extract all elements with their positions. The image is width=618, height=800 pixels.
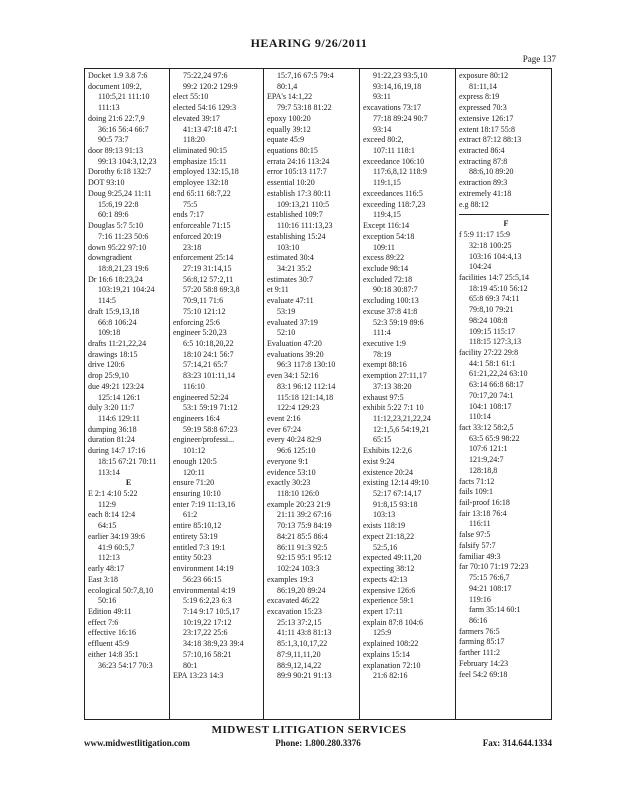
index-entry: excluded 72:18 xyxy=(363,274,413,284)
index-entry: expected 49:11,20 xyxy=(363,553,422,563)
index-entry: 101:12 xyxy=(183,446,206,456)
index-entry: 109:15 115:17 xyxy=(469,326,516,336)
index-entry: during 14:7 17:16 xyxy=(88,446,146,456)
index-entry: 7:14 9:17 10:5,17 xyxy=(183,606,240,616)
index-entry: 118:20 xyxy=(183,135,205,145)
index-entry: farther 111:2 xyxy=(459,648,500,658)
index-entry: 109:18 xyxy=(98,328,121,338)
index-entry: 120:11 xyxy=(183,467,205,477)
index-entry: extracted 86:4 xyxy=(459,146,505,156)
index-entry: 56:8,12 57:2,11 xyxy=(183,274,234,284)
index-entry: entitled 7:3 19:1 xyxy=(173,542,226,552)
index-entry: 57:20 58:8 69:3,8 xyxy=(183,285,240,295)
index-entry: 75:22,24 97:6 xyxy=(183,71,228,80)
index-entry: end 65:11 68:7,22 xyxy=(173,188,231,198)
index-entry: Douglas 5:7 5:10 xyxy=(88,221,144,231)
index-entry: established 109:7 xyxy=(267,210,323,220)
index-entry: door 89:13 91:13 xyxy=(88,146,144,156)
footer-company: MIDWEST LITIGATION SERVICES xyxy=(211,724,407,736)
index-entry: 65:15 xyxy=(373,435,392,445)
footer-website: www.midwestlitigation.com xyxy=(84,738,190,748)
index-entry: 36:16 56:4 66:7 xyxy=(98,124,149,134)
section-divider xyxy=(459,210,549,215)
letter-heading: E xyxy=(125,478,132,488)
index-entry: 10:19,22 17:12 xyxy=(183,617,232,627)
index-entry: 61:2 xyxy=(183,510,198,520)
index-entry: false 97:5 xyxy=(459,530,491,540)
index-entry: 70:13 75:9 84:19 xyxy=(277,521,332,531)
index-entry: 90:5 73:7 xyxy=(98,135,129,145)
index-entry: 117:6,8,12 118:9 xyxy=(373,167,427,177)
index-entry: even 34:1 52:16 xyxy=(267,371,319,381)
index-entry: exclude 98:14 xyxy=(363,263,409,273)
index-entry: expensive 126:6 xyxy=(363,585,416,595)
index-entry: fact 33:12 58:2,5 xyxy=(459,423,514,432)
index-entry: 93:14,16,19,18 xyxy=(373,81,422,91)
index-entry: equally 39:12 xyxy=(267,124,311,134)
index-entry: 80:1,4 xyxy=(277,81,298,91)
index-entry: environmental 4:19 xyxy=(173,585,236,595)
index-entry: drafts 11:21,22,24 xyxy=(88,338,147,348)
index-entry: elected 54:16 129:3 xyxy=(173,103,237,113)
index-entry: farm 35:14 60:1 xyxy=(469,605,521,615)
index-entry: every 40:24 82:9 xyxy=(267,435,322,445)
index-entry: exceedance 106:10 xyxy=(363,156,425,166)
index-entry: f 5:9 11:17 15:9 xyxy=(459,230,511,240)
index-entry: 25:13 37:2,15 xyxy=(277,617,322,627)
index-entry: 66:8 106:24 xyxy=(98,317,137,327)
index-entry: 96:6 125:10 xyxy=(277,446,316,456)
index-entry: 128:18,8 xyxy=(469,465,498,475)
index-entry: downgradient xyxy=(88,253,132,263)
index-entry: 109:11 xyxy=(373,242,395,252)
index-entry: exhaust 97:5 xyxy=(363,392,404,402)
index-entry: errata 24:16 113:24 xyxy=(267,156,330,166)
index-entry: 89:9 90:21 91:13 xyxy=(277,671,332,681)
index-entry: earlier 34:19 39:6 xyxy=(88,531,145,541)
index-entry: EPA 13:23 14:3 xyxy=(173,671,224,681)
index-entry: drawings 18:15 xyxy=(88,349,138,359)
index-entry: Doug 9:25,24 11:11 xyxy=(88,188,152,198)
index-entry: 53:1 59:19 71:12 xyxy=(183,403,238,413)
index-entry: environment 14:19 xyxy=(173,564,234,574)
index-entry: ecological 50:7,8,10 xyxy=(88,585,154,595)
index-entry: enforceable 71:15 xyxy=(173,221,231,231)
index-entry: familiar 49:3 xyxy=(459,551,501,561)
index-entry: engineers 16:4 xyxy=(173,414,220,423)
index-entry: excavation 15:23 xyxy=(267,606,322,616)
index-entry: 99:13 104:3,12,23 xyxy=(98,156,157,166)
index-entry: experience 59:1 xyxy=(363,596,414,606)
index-entry: expert 17:11 xyxy=(363,606,403,616)
index-entry: 94:21 108:17 xyxy=(469,583,512,593)
index-entry: 107:11 118:1 xyxy=(373,146,415,156)
index-entry: evaluated 37:19 xyxy=(267,317,318,327)
index-entry: estimated 30:4 xyxy=(267,253,314,263)
index-entry: 78:19 xyxy=(373,349,392,359)
index-entry: 75:15 76:6,7 xyxy=(469,573,510,583)
index-entry: express 8:19 xyxy=(459,92,500,102)
index-entry: extensive 126:17 xyxy=(459,113,514,123)
index-entry: exception 54:18 xyxy=(363,231,415,241)
index-entry: excess 89:22 xyxy=(363,253,405,263)
index-entry: 88:6,10 89:20 xyxy=(469,167,514,177)
index-entry: 93:14 xyxy=(373,124,392,134)
index-entry: equations 80:15 xyxy=(267,146,318,156)
index-entry: 21:6 82:16 xyxy=(373,671,408,681)
index-entry: evidence 53:10 xyxy=(267,467,316,477)
index-entry: 44:1 58:1 61:1 xyxy=(469,358,516,368)
index-entry: 60:1 89:6 xyxy=(98,210,129,220)
index-entry: 98:24 108:8 xyxy=(469,315,508,325)
index-entry: 50:16 xyxy=(98,596,117,606)
index-entry: doing 21:6 22:7,9 xyxy=(88,113,145,123)
index-entry: 125:14 126:1 xyxy=(98,392,141,402)
footer-phone: Phone: 1.800.280.3376 xyxy=(275,738,361,748)
index-entry: executive 1:9 xyxy=(363,338,406,348)
index-entry: Docket 1.9 3.8 7:6 xyxy=(88,71,148,80)
index-entry: 23:17,22 25:6 xyxy=(183,628,228,638)
index-entry: 112:13 xyxy=(98,553,120,563)
index-entry: farming 85:17 xyxy=(459,637,505,647)
index-entry: entity 50:23 xyxy=(173,553,212,563)
index-entry: 7:16 11:23 50:6 xyxy=(98,231,149,241)
index-entry: 52:17 67:14,17 xyxy=(373,489,422,499)
index-entry: exempt 88:16 xyxy=(363,360,407,370)
index-entry: 103:13 xyxy=(373,510,396,520)
index-entry: 87:9,11,11,20 xyxy=(277,649,321,659)
index-entry: 75:5 xyxy=(183,199,198,209)
index-entry: 114:5 xyxy=(98,296,116,306)
index-entry: 41:9 60:5,7 xyxy=(98,542,135,552)
index-entry: duration 81:24 xyxy=(88,435,135,445)
index-entry: establish 17:3 80:11 xyxy=(267,188,332,198)
index-entry: expects 42:13 xyxy=(363,574,408,584)
index-entry: 114:6 129:11 xyxy=(98,414,140,423)
index-entry: 64:15 xyxy=(98,521,117,531)
index-entry: dumping 36:18 xyxy=(88,424,137,434)
index-entry: enough 120:5 xyxy=(173,456,217,466)
index-entry: 111:13 xyxy=(98,103,120,113)
index-entry: 107:6 121:1 xyxy=(469,444,508,454)
index-entry: 119:16 xyxy=(469,594,491,604)
index-entry: either 14:8 35:1 xyxy=(88,649,139,659)
index-entry: examples 19:3 xyxy=(267,574,314,584)
index-entry: elevated 39:17 xyxy=(173,113,220,123)
index-entry: 91:22,23 93:5,10 xyxy=(373,71,428,80)
index-entry: down 95:22 97:10 xyxy=(88,242,147,252)
index-entry: drop 25:9,10 xyxy=(88,371,129,381)
index-entry: exists 118:19 xyxy=(363,521,406,531)
index-entry: establishing 15:24 xyxy=(267,231,326,241)
index-entry: explains 15:14 xyxy=(363,649,410,659)
index-entry: 52:3 59:19 89:6 xyxy=(373,317,424,327)
index-entry: exposure 80:12 xyxy=(459,71,509,80)
hearing-title: HEARING 9/26/2011 xyxy=(250,36,368,50)
index-entry: 118:15 127:3,13 xyxy=(469,337,522,347)
index-entry: effect 7:6 xyxy=(88,617,119,627)
index-entry: existing 12:14 49:10 xyxy=(363,478,429,488)
index-entry: 125:9 xyxy=(373,628,392,638)
index-entry: Evaluation 47:20 xyxy=(267,338,322,348)
index-entry: entire 85:10,12 xyxy=(173,521,222,531)
index-entry: exceedances 116:5 xyxy=(363,188,423,198)
index-entry: 104:24 xyxy=(469,262,492,272)
index-entry: explained 108:22 xyxy=(363,639,419,649)
index-entry: equate 45:9 xyxy=(267,135,305,145)
index-entry: 80:1 xyxy=(183,660,198,670)
index-entry: Exhibits 12:2,6 xyxy=(363,446,412,456)
index-entry: draft 15:9,13,18 xyxy=(88,306,140,316)
index-entry: evaluate 47:11 xyxy=(267,296,314,306)
index-entry: 12:1,5,6 54:19,21 xyxy=(373,424,430,434)
index-entry: 56:23 66:15 xyxy=(183,574,222,584)
index-entry: 18:15 67:21 70:11 xyxy=(98,456,157,466)
letter-heading: F xyxy=(503,219,509,229)
index-entry: extremely 41:18 xyxy=(459,188,512,198)
index-entry: 103:19,21 104:24 xyxy=(98,285,155,295)
index-entry: 90:18 30:87:7 xyxy=(373,285,418,295)
index-entry: 121:9,24:7 xyxy=(469,455,504,465)
index-entry: 18:10 24:1 56:7 xyxy=(183,349,234,359)
index-entry: fails 109:1 xyxy=(459,487,493,497)
index-entry: 118:10 126:0 xyxy=(277,489,320,499)
index-entry: E 2:1 4:10 5:22 xyxy=(88,489,138,499)
index-entry: 115:18 121:14,18 xyxy=(277,392,334,402)
index-entry: 37:13 38:20 xyxy=(373,381,412,391)
index-entry: February 14:23 xyxy=(459,658,509,668)
index-entry: entirety 53:19 xyxy=(173,531,218,541)
index-entry: 63:5 65:9 98:22 xyxy=(469,433,520,443)
index-entry: expressed 70:3 xyxy=(459,103,507,113)
index-entry: 32:18 100:25 xyxy=(469,240,512,250)
index-entry: 86:16 xyxy=(469,615,488,625)
index-entry: exist 9:24 xyxy=(363,456,395,466)
index-entry: et 9:11 xyxy=(267,285,289,295)
index-entry: engineer 5:20,23 xyxy=(173,328,227,338)
index-entry: 15:6,19 22:8 xyxy=(98,199,139,209)
index-entry: explain 87:8 104:6 xyxy=(363,617,423,627)
index-entry: existence 20:24 xyxy=(363,467,413,477)
index-column-5 xyxy=(455,69,553,719)
index-entry: facility 27:22 29:8 xyxy=(459,347,519,357)
index-entry: East 3:18 xyxy=(88,574,118,584)
index-entry: 53:19 xyxy=(277,306,296,316)
index-entry: each 8:14 12:4 xyxy=(88,510,136,520)
index-entry: far 70:10 71:19 72:23 xyxy=(459,562,529,572)
index-column-4 xyxy=(359,69,455,719)
index-entry: Except 116:14 xyxy=(363,221,410,231)
index-entry: exceed 80:2, xyxy=(363,135,404,145)
index-entry: 110:14 xyxy=(469,412,491,422)
index-entry: expecting 38:12 xyxy=(363,564,415,574)
index-entry: facts 71:12 xyxy=(459,476,495,486)
index-entry: ends 7:17 xyxy=(173,210,204,220)
index-entry: 112:9 xyxy=(98,499,116,509)
index-entry: excavated 46:22 xyxy=(267,596,320,606)
index-entry: enter 7:19 11:13,16 xyxy=(173,499,236,509)
index-entry: eliminated 90:15 xyxy=(173,146,227,156)
index-entry: enforcement 25:14 xyxy=(173,253,234,263)
index-entry: due 49:21 123:24 xyxy=(88,381,144,391)
index-entry: early 48:17 xyxy=(88,564,125,574)
index-entry: excavations 73:17 xyxy=(363,103,421,113)
index-entry: 65:8 69:3 74:11 xyxy=(469,294,520,304)
index-entry: extent 18:17 55:8 xyxy=(459,124,515,134)
index-entry: enforcing 25:6 xyxy=(173,317,220,327)
index-entry: ever 67:24 xyxy=(267,424,301,434)
index-entry: extract 87:12 88:13 xyxy=(459,135,522,145)
index-entry: fail-proof 16:18 xyxy=(459,498,510,508)
index-entry: facilities 14:7 25:5,14 xyxy=(459,272,529,282)
index-entry: effective 16:16 xyxy=(88,628,137,638)
index-entry: 103:16 104:4,13 xyxy=(469,251,522,261)
index-entry: Dorothy 6:18 132:7 xyxy=(88,167,152,177)
index-entry: employee 132:18 xyxy=(173,178,229,188)
index-entry: Dr 16:6 18:23,24 xyxy=(88,274,143,284)
index-entry: 122:4 129:23 xyxy=(277,403,320,413)
index-entry: 109:13,21 110:5 xyxy=(277,199,330,209)
index-entry: fair 13:18 76:4 xyxy=(459,508,507,518)
index-entry: 103:10 xyxy=(277,242,300,252)
index-entry: 113:14 xyxy=(98,467,120,477)
index-entry: 104:1 108:17 xyxy=(469,401,512,411)
index-entry: 59:19 58:8 67:23 xyxy=(183,424,238,434)
index-entry: effluent 45:9 xyxy=(88,639,129,649)
index-entry: estimates 30:7 xyxy=(267,274,313,284)
index-entry: 116:11 xyxy=(469,519,491,529)
index-entry: 111:4 xyxy=(373,328,391,338)
index-entry: essential 10:20 xyxy=(267,178,315,188)
index-entry: 119:1,15 xyxy=(373,178,401,188)
index-entry: extracting 87:8 xyxy=(459,156,508,166)
index-entry: 36:23 54:17 70:3 xyxy=(98,660,153,670)
index-entry: exceeding 118:7,23 xyxy=(363,199,426,209)
index-entry: ensuring 10:10 xyxy=(173,489,221,499)
index-entry: 110:16 111:13,23 xyxy=(277,221,333,231)
page-number: Page 137 xyxy=(522,54,556,64)
index-entry: 52:10 xyxy=(277,328,296,338)
index-entry: 93:11 xyxy=(373,92,391,102)
index-entry: 18:8,21,23 19:6 xyxy=(98,263,149,273)
index-entry: 79:8,10 79:21 xyxy=(469,305,514,315)
index-entry: 79:7 53:18 81:22 xyxy=(277,103,332,113)
index-entry: event 2:16 xyxy=(267,414,301,423)
index-entry: 57:14,21 65:7 xyxy=(183,360,228,370)
index-entry: 116:10 xyxy=(183,381,205,391)
index-entry: 86:19,20 89:24 xyxy=(277,585,326,595)
index-entry: 92:15 95:1 95:12 xyxy=(277,553,332,563)
index-entry: evaluations 39:20 xyxy=(267,349,324,359)
index-entry: 83:1 96:12 112:14 xyxy=(277,381,336,391)
index-entry: 96:3 117:8 130:10 xyxy=(277,360,336,370)
index-entry: e.g 88:12 xyxy=(459,199,489,209)
index-entry: 119:4,15 xyxy=(373,210,401,220)
index-entry: 23:18 xyxy=(183,242,202,252)
index-entry: explanation 72:10 xyxy=(363,660,421,670)
index-entry: falsify 57:7 xyxy=(459,540,496,550)
index-entry: excuse 37:8 41:8 xyxy=(363,306,418,316)
index-entry: DOT 93:10 xyxy=(88,178,125,188)
index-entry: exhibit 5:22 7:1 10 xyxy=(363,403,424,413)
index-entry: expect 21:18,22 xyxy=(363,531,415,541)
index-entry: EPA's 14:1,22 xyxy=(267,92,313,102)
index-column-1 xyxy=(85,69,169,719)
index-entry: document 109:2, xyxy=(88,81,142,91)
index-column-3 xyxy=(263,69,359,719)
index-entry: 110:5,21 111:10 xyxy=(98,92,150,102)
index-entry: emphasize 15:11 xyxy=(173,156,227,166)
footer-fax: Fax: 314.644.1334 xyxy=(482,738,552,748)
index-entry: 52:5,16 xyxy=(373,542,398,552)
index-entry: drive 120:6 xyxy=(88,360,125,370)
index-entry: 70:9,11 71:6 xyxy=(183,296,224,306)
index-entry: 34:21 35:2 xyxy=(277,263,312,273)
index-column-2 xyxy=(169,69,263,719)
index-entry: 86:11 91:3 92:5 xyxy=(277,542,328,552)
index-entry: ensure 71:20 xyxy=(173,478,215,488)
index-entry: 18:19 45:10 56:12 xyxy=(469,283,528,293)
index-entry: 83:23 101:11,14 xyxy=(183,371,236,381)
index-entry: excluding 100:13 xyxy=(363,296,419,306)
index-entry: engineer/professi... xyxy=(173,435,235,445)
index-entry: enforced 20:19 xyxy=(173,231,222,241)
index-entry: 81:11,14 xyxy=(469,81,497,91)
index-entry: 41:13 47:18 47:1 xyxy=(183,124,238,134)
index-entry: engineered 52:24 xyxy=(173,392,229,402)
index-entry: feel 54:2 69:18 xyxy=(459,669,508,679)
index-entry: 34:18 38:9,23 39:4 xyxy=(183,639,244,649)
index-entry: 41:11 43:8 81:13 xyxy=(277,628,332,638)
index-entry: 6:5 10:18,20,22 xyxy=(183,338,234,348)
index-entry: extraction 89:3 xyxy=(459,178,508,188)
index-entry: 99:2 120:2 129:9 xyxy=(183,81,238,91)
index-entry: 15:7,16 67:5 79:4 xyxy=(277,71,334,80)
index-entry: everyone 9:1 xyxy=(267,456,309,466)
index-entry: 21:11 39:2 67:16 xyxy=(277,510,332,520)
index-entry: 70:17,20 74:1 xyxy=(469,390,514,400)
index-entry: 84:21 85:5 86:4 xyxy=(277,531,328,541)
index-entry: Edition 49:11 xyxy=(88,606,132,616)
index-entry: 61:21,22,24 63:10 xyxy=(469,369,528,379)
index-entry: elect 55:10 xyxy=(173,92,209,102)
index-entry: 88:9,12,14,22 xyxy=(277,660,322,670)
index-entry: 77:18 89:24 90:7 xyxy=(373,113,428,123)
index-entry: 63:14 66:8 68:17 xyxy=(469,380,524,390)
index-entry: epoxy 100:20 xyxy=(267,113,311,123)
index-entry: exactly 30:23 xyxy=(267,478,311,488)
index-entry: 57:10,16 58:21 xyxy=(183,649,232,659)
index-entry: 11:12,23,21,22,24 xyxy=(373,414,431,423)
footer-contact xyxy=(84,738,552,750)
index-entry: employed 132:15,18 xyxy=(173,167,239,177)
index-entry: duly 3:20 11:7 xyxy=(88,403,135,413)
index-entry: 27:19 31:14,15 xyxy=(183,263,232,273)
index-entry: 91:8,15 93:18 xyxy=(373,499,418,509)
index-table xyxy=(84,68,552,720)
index-entry: farmers 76:5 xyxy=(459,626,500,636)
index-entry: error 105:13 117:7 xyxy=(267,167,327,177)
index-entry: 75:10 121:12 xyxy=(183,306,226,316)
index-entry: exemption 27:11,17 xyxy=(363,371,427,381)
index-entry: example 20:23 21:9 xyxy=(267,499,331,509)
index-entry: 102:24 103:3 xyxy=(277,564,320,574)
index-entry: 5:19 6:2,23 6:3 xyxy=(183,596,232,606)
index-entry: 85:1,3,10,17,22 xyxy=(277,639,328,649)
